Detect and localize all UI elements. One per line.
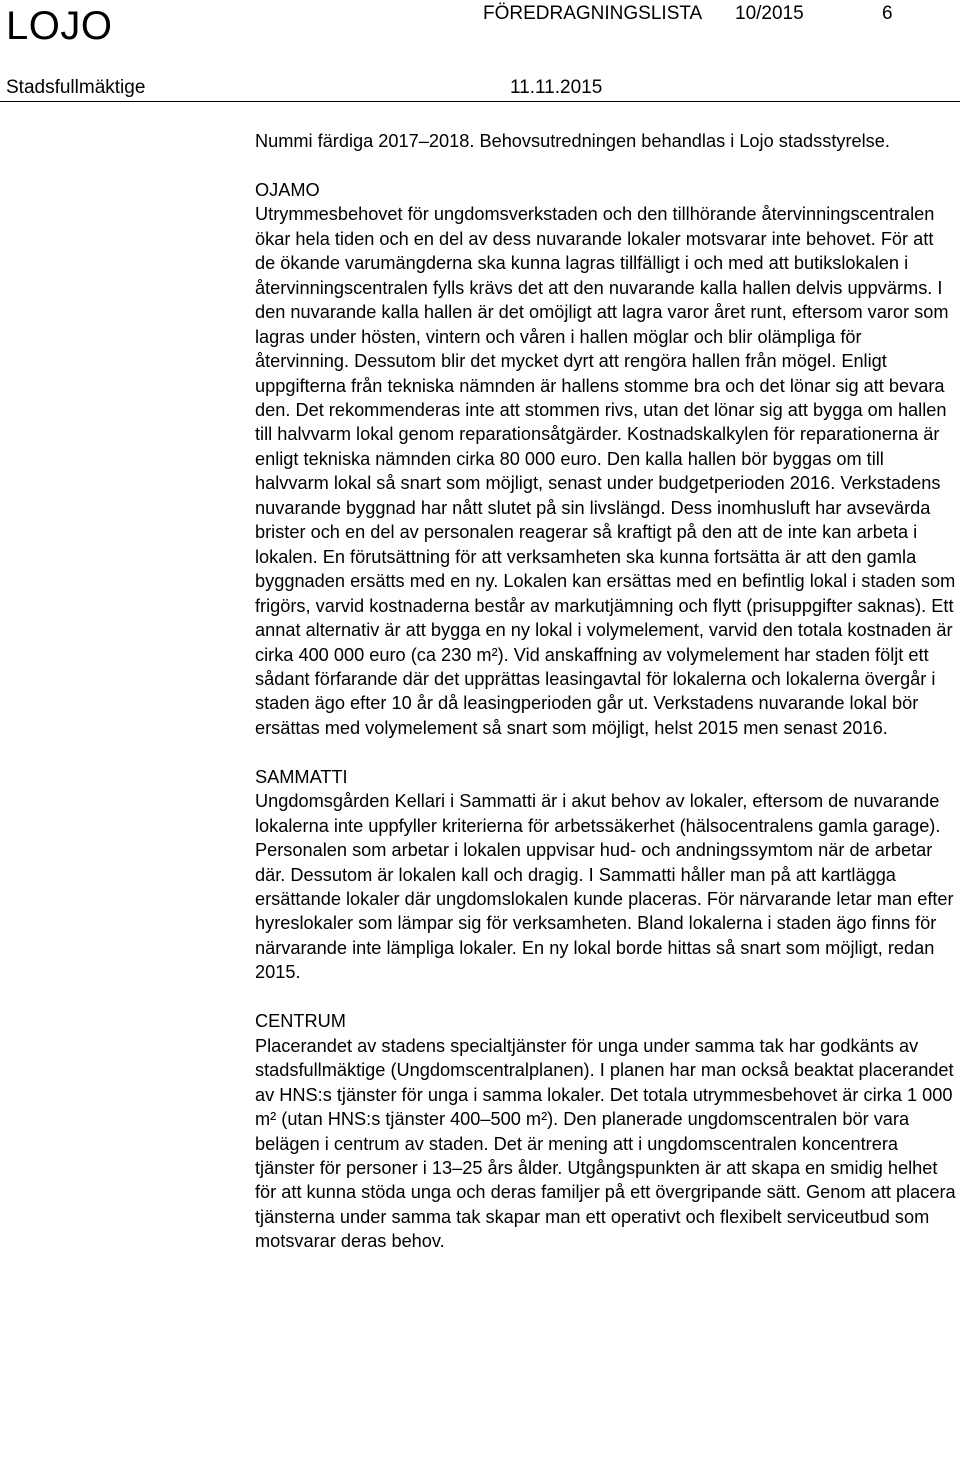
section-heading-sammatti: SAMMATTI: [255, 766, 348, 787]
page-number: 6: [882, 3, 893, 24]
section-text-ojamo: Utrymmesbehovet för ungdomsverkstaden och den tillhörande återvinningscentralen ökar hela tiden och en del av dess nuvarande lokaler motsvarar inte behovet. För att de ökande varumängderna ska kunna lagras tillfälligt i och med att butikslokalen i återvinningscentralen fylls krävs det att den nuvarande kalla hallen delvis uppvärms. I den nuvarande kalla hallen är det omöjligt att lagra varor året runt, eftersom varor som lagras under hösten, vintern och våren i hallen möglar och blir olämpliga för återvinning. Dessutom blir det mycket dyrt att rengöra hallen från mögel. Enligt uppgifterna från tekniska nämnden är hallens stomme bra och det lönar sig att bevara den. Det rekommenderas inte att stommen rivs, utan det lönar sig att bygga om hallen till halvvarm lokal genom reparationsåtgärder. Kostnadskalkylen för reparationerna är enligt tekniska nämnden cirka 80 000 euro. Den kalla hallen bör byggas om till halvvarm lokal så snart som möjligt, senast under budgetperioden 2016. Verkstadens nuvarande byggnad har nått slutet på sin livslängd. Dess inomhusluft har avsevärda brister och en del av personalen reagerar så kraftigt på den att de inte kan arbeta i lokalen. En förutsättning för att verksamheten ska kunna fortsätta är att den gamla byggnaden ersätts med en ny. Lokalen kan ersättas med en befintlig lokal i staden som frigörs, varvid kostnaderna består av markutjämning och flytt (prisuppgifter saknas). Ett annat alternativ är att bygga en ny lokal i volymelement, varvid den totala kostnaden är cirka 400 000 euro (ca 230 m²). Vid anskaffning av volymelement har staden följt ett sådant förfarande där det upprättas leasingavtal för lokalerna och lokalerna övergår i staden ägo efter 10 år då leasingperioden går ut. Verkstadens nuvarande lokal bör ersättas med volymelement så snart som möjligt, helst 2015 men senast 2016.: [255, 204, 956, 738]
section-ojamo: [255, 178, 957, 740]
document-number: 10/2015: [735, 3, 804, 24]
header-divider: [0, 101, 960, 102]
section-text-centrum: Placerandet av stadens specialtjänster för unga under samma tak har godkänts av stadsfullmäktige (Ungdomscentralplanen). I planen har man också beaktat placerandet av HNS:s tjänster för unga i samma lokaler. Det totala utrymmesbehovet är cirka 1 000 m² (utan HNS:s tjänster 400–500 m²). Den planerade ungdomscentralen bör vara belägen i centrum av staden. Det är mening att i ungdomscentralen koncentrera tjänster för personer i 13–25 års ålder. Utgångspunkten är att skapa en smidig helhet för att kunna stöda unga och deras familjer på ett övergripande sätt. Genom att placera tjänsterna under samma tak skapar man ett operativt och flexibelt serviceutbud som motsvarar deras behov.: [255, 1035, 956, 1252]
section-text-sammatti: Ungdomsgården Kellari i Sammatti är i akut behov av lokaler, eftersom de nuvarande lokalerna inte uppfyller kriterierna för arbetssäkerhet (hälsocentralens gamla garage). Personalen som arbetar i lokalen uppvisar hud- och andningssymtom när de arbetar där. Dessutom är lokalen kall och dragig. I Sammatti håller man på att kartlägga ersättande lokaler där ungdomslokalen kunde placeras. För närvarande letar man efter hyreslokaler som lämpar sig för verksamheten. Bland lokalerna i staden ägo finns för närvarande inte lämpliga lokaler. En ny lokal borde hittas så snart som möjligt, redan 2015.: [255, 791, 954, 983]
intro-paragraph: Nummi färdiga 2017–2018. Behovsutredningen behandlas i Lojo stadsstyrelse.: [255, 131, 890, 151]
section-heading-ojamo: OJAMO: [255, 179, 320, 200]
decision-body: Stadsfullmäktige: [6, 77, 146, 98]
section-sammatti: [255, 765, 957, 985]
section-heading-centrum: CENTRUM: [255, 1011, 346, 1032]
document-title: FÖREDRAGNINGSLISTA: [483, 3, 703, 24]
section-centrum: [255, 1009, 957, 1254]
document-body: [255, 129, 957, 1254]
meeting-date: 11.11.2015: [510, 77, 603, 98]
lojo-logo: LOJO: [6, 4, 113, 48]
